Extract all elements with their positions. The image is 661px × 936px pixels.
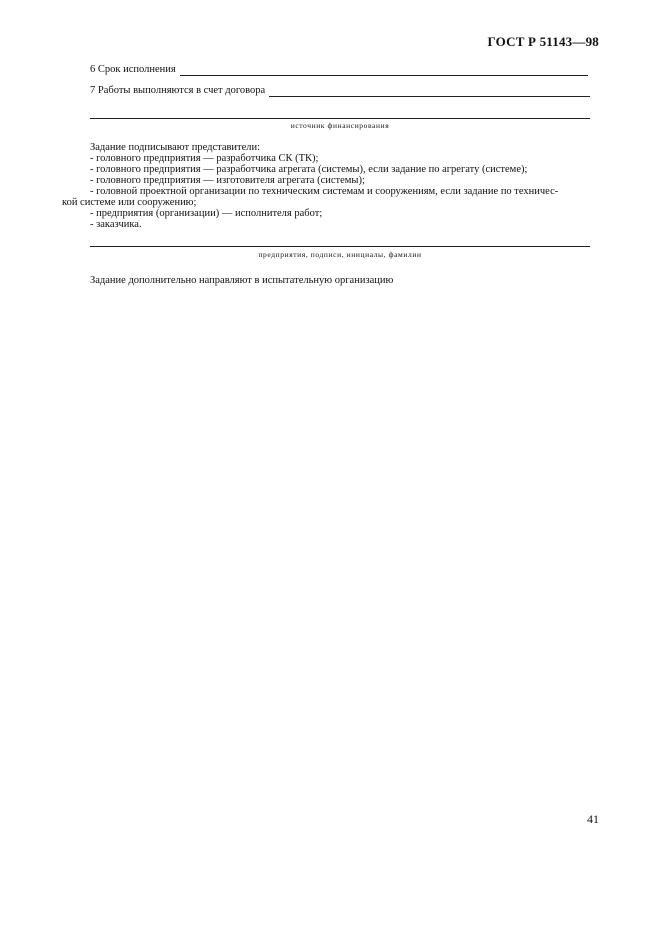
signature-blank-line (90, 246, 590, 247)
signer-item: - заказчика. (90, 219, 142, 230)
signature-caption: предприятия, подписи, инициалы, фамилии (258, 250, 422, 259)
contract-field (90, 85, 590, 97)
deadline-label: 6 Срок исполнения (90, 64, 176, 75)
signer-item-continuation: кой системе или сооружению; (62, 197, 197, 208)
deadline-field (90, 64, 588, 76)
distribution-note: Задание дополнительно направляют в испытательную организацию (90, 275, 394, 286)
signer-item: - головной проектной организации по техническим системам и сооружениям, если задание по техничес- (90, 186, 559, 197)
funding-blank-line (90, 118, 590, 119)
deadline-blank-line (180, 65, 588, 76)
signer-item: - головного предприятия — разработчика агрегата (системы), если задание по агрегату (системе); (90, 164, 528, 175)
page-number: 41 (587, 812, 599, 826)
document-header: ГОСТ Р 51143—98 (487, 34, 599, 49)
contract-label: 7 Работы выполняются в счет договора (90, 85, 266, 96)
signer-item: - головного предприятия — изготовителя агрегата (системы); (90, 175, 365, 186)
contract-blank-line (269, 86, 590, 97)
funding-caption: источник финансирования (290, 121, 390, 130)
signers-intro: Задание подписывают представители: (90, 142, 261, 153)
signer-item: - головного предприятия — разработчика СК (ТК); (90, 153, 319, 164)
signer-item: - предприятия (организации) — исполнителя работ; (90, 208, 323, 219)
